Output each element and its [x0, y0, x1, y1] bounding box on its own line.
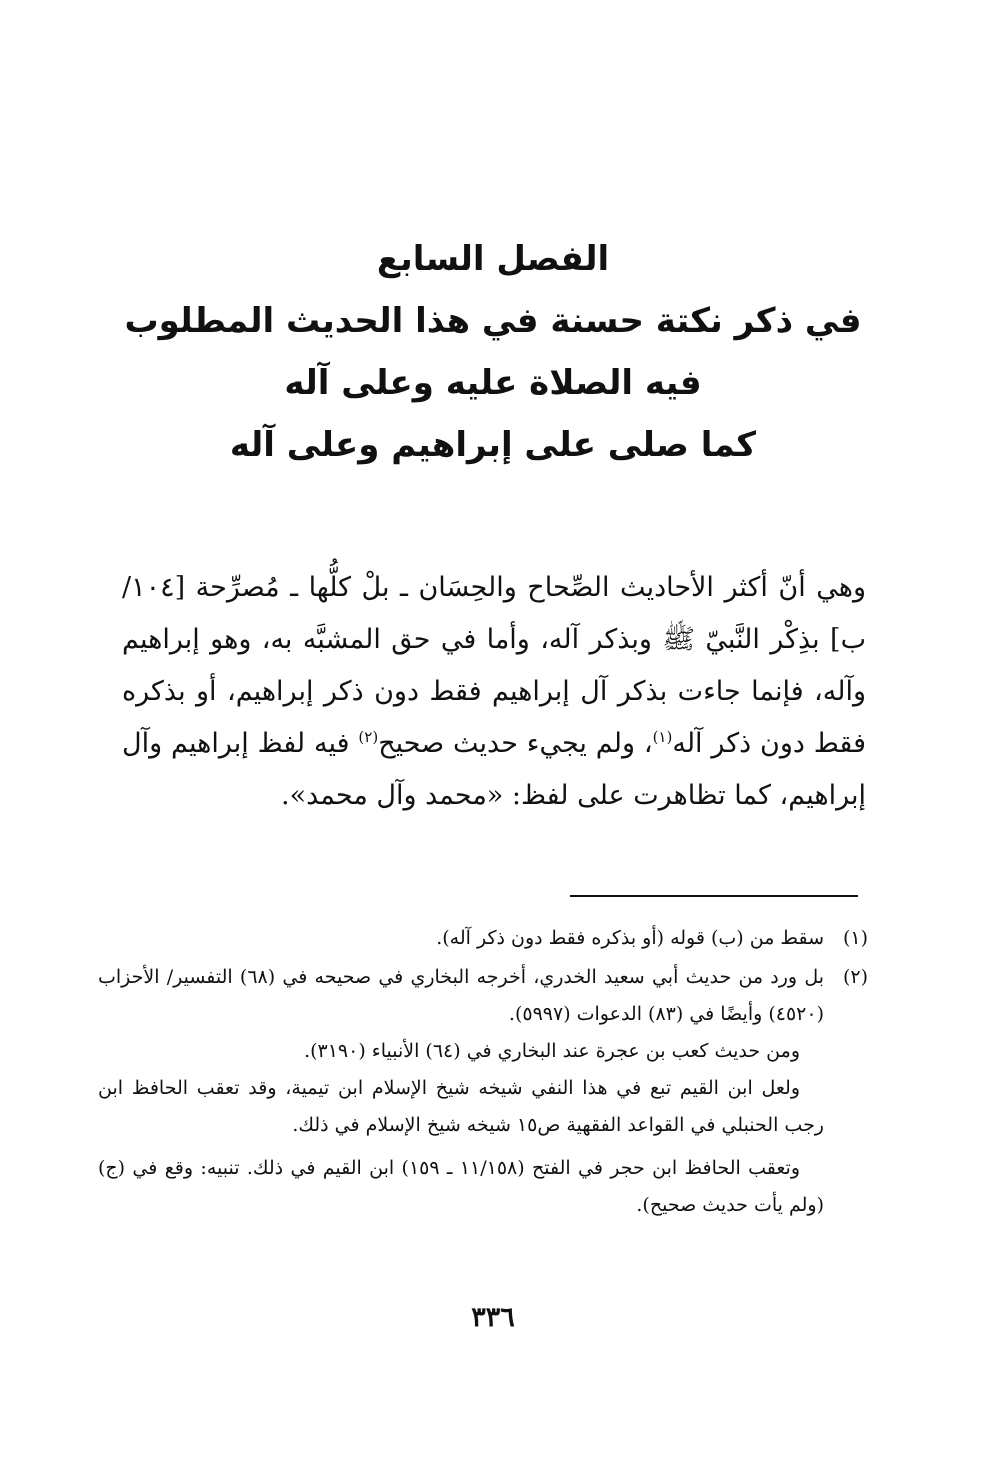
footnote-text: ومن حديث كعب بن عجرة عند البخاري في (٦٤) الأنبياء (٣١٩٠).: [304, 1040, 800, 1062]
footnote-2: [98, 959, 868, 1224]
footnote-body: [98, 959, 824, 1224]
paragraph: [122, 562, 866, 822]
footnote-text: سقط من (ب) قوله (أو بذكره فقط دون ذكر آله).: [436, 927, 824, 949]
footnote-text: ولعل ابن القيم تبع في هذا النفي شيخه شيخ الإسلام ابن تيمية، وقد تعقب الحافظ ابن رجب الحنبلي في القواعد الفقهية ص١٥ شيخه شيخ الإسلام في ذلك.: [98, 1077, 824, 1136]
body-text-part-3: فيه لفظ إبراهيم وآل إبراهيم، كما تظاهرت على لفظ: «محمد وآل محمد».: [122, 728, 866, 811]
body-paragraph: [122, 562, 866, 822]
chapter-heading: [120, 228, 866, 476]
footnote-1: [98, 920, 868, 957]
body-text-part-2: ، ولم يجيء حديث صحيح: [378, 728, 653, 759]
page-number: ٣٣٦: [471, 1302, 515, 1333]
footnote-ref-1[interactable]: (١): [652, 728, 673, 746]
footnote-number: (٢): [842, 966, 868, 988]
chapter-title-line-2: فيه الصلاة عليه وعلى آله: [284, 363, 702, 403]
footnote-text: بل ورد من حديث أبي سعيد الخدري، أخرجه البخاري في صحيحه في (٦٨) التفسير/ الأحزاب (٤٥٢٠) وأيضًا في (٨٣) الدعوات (٥٩٩٧).: [98, 966, 825, 1025]
chapter-title-line-3: كما صلى على إبراهيم وعلى آله: [229, 425, 757, 465]
footnote-text: وتعقب الحافظ ابن حجر في الفتح (١١/١٥٨ ـ ١٥٩) ابن القيم في ذلك. تنبيه: وقع في (ج) (ولم يأت حديث صحيح).: [98, 1157, 824, 1216]
chapter-number: الفصل السابع: [376, 239, 610, 279]
footnote-number: (١): [842, 927, 868, 949]
body-text-part-1: وهي أنّ أكثر الأحاديث الصِّحاح والحِسَان ـ بلْ كلُّها ـ مُصرِّحة [١٠٤/ب] بذِكْر النَّبيّ ﷺ وبذكر آله، وأما في حق المشبَّه به، وهو إبراهيم وآله، فإنما جاءت بذكر آل إبراهيم فقط دون ذكر إبراهيم، أو بذكره فقط دون ذكر آله: [122, 572, 866, 759]
footnote-body: [98, 920, 824, 957]
footnote-ref-2[interactable]: (٢): [358, 728, 379, 746]
chapter-title-line-1: في ذكر نكتة حسنة في هذا الحديث المطلوب: [124, 301, 862, 341]
footnotes: [98, 920, 868, 1226]
footnote-divider: [570, 895, 858, 897]
